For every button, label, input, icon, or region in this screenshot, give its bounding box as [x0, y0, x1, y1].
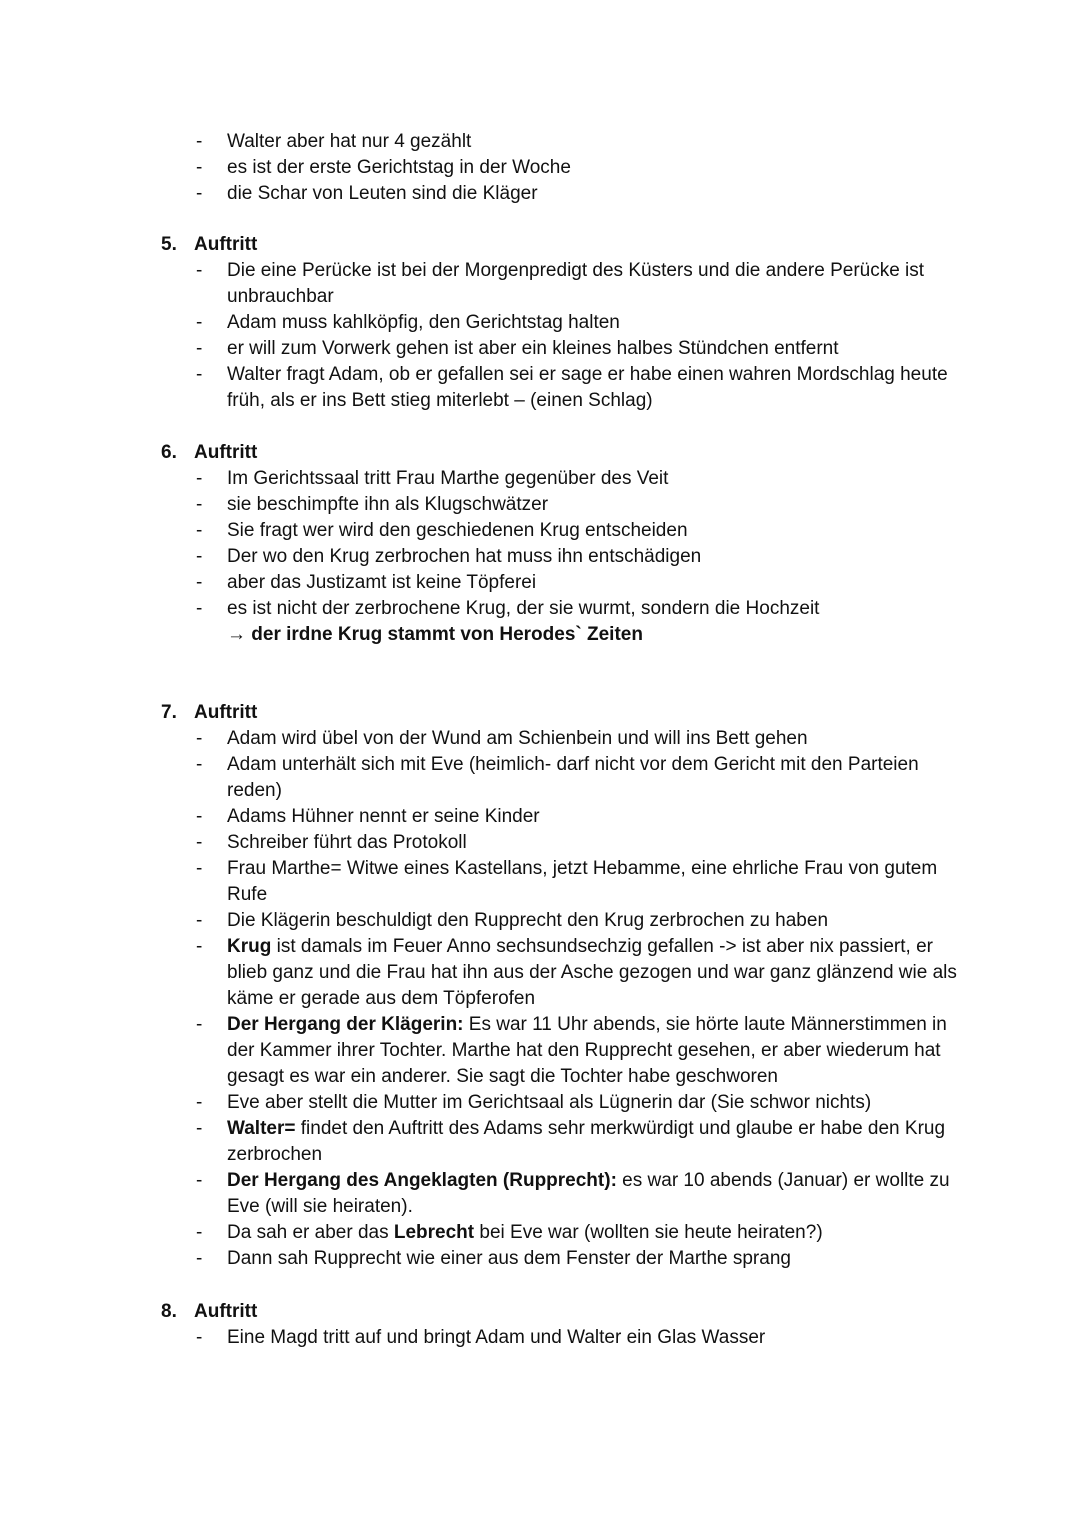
section	[0, 1299, 1080, 1351]
bullet-list	[0, 466, 1080, 622]
section-number: 7.	[161, 702, 177, 723]
document-page	[0, 129, 1080, 1351]
list-item	[196, 1012, 967, 1090]
dash-bullet: -	[196, 131, 203, 152]
dash-bullet: -	[196, 157, 203, 178]
list-item	[196, 466, 967, 492]
dash-bullet: -	[196, 260, 203, 281]
text-segment: Walter aber hat nur 4 gezählt	[227, 131, 472, 152]
text-segment: Im Gerichtssaal tritt Frau Marthe gegenüber des Veit	[227, 468, 669, 489]
list-item	[196, 934, 967, 1012]
section-number: 8.	[161, 1301, 177, 1322]
bullet-list	[0, 258, 1080, 414]
text-segment: Walter fragt Adam, ob er gefallen sei er sage er habe einen wahren Mordschlag heute früh, als er ins Bett stieg miterlebt – (einen Schlag)	[227, 364, 948, 411]
item-text	[227, 858, 937, 905]
text-segment: Dann sah Rupprecht wie einer aus dem Fenster der Marthe sprang	[227, 1248, 791, 1269]
item-text	[227, 1248, 791, 1269]
item-text	[227, 1222, 823, 1243]
text-segment: die Schar von Leuten sind die Kläger	[227, 183, 538, 204]
text-segment: Da sah er aber das	[227, 1222, 394, 1243]
list-item	[196, 258, 967, 310]
item-text	[227, 157, 571, 178]
section-heading	[161, 232, 1080, 258]
list-item	[196, 1090, 967, 1116]
text-segment: ist damals im Feuer Anno sechsundsechzig gefallen -> ist aber nix passiert, er blieb ganz und die Frau hat ihn aus der Asche gezogen und war ganz glänzend wie als käme er gerade aus dem Töpferofen	[227, 936, 957, 1009]
section-heading	[161, 700, 1080, 726]
item-text	[227, 338, 839, 359]
list-item	[196, 908, 967, 934]
section-heading	[161, 1299, 1080, 1325]
text-segment: Die eine Perücke ist bei der Morgenpredigt des Küsters und die andere Perücke ist unbrauchbar	[227, 260, 925, 307]
section	[0, 440, 1080, 648]
dash-bullet: -	[196, 1014, 203, 1035]
list-item	[196, 856, 967, 908]
text-segment: Der wo den Krug zerbrochen hat muss ihn entschädigen	[227, 546, 702, 567]
text-segment: es ist der erste Gerichtstag in der Woche	[227, 157, 571, 178]
dash-bullet: -	[196, 728, 203, 749]
list-item	[196, 1246, 967, 1272]
item-text	[227, 312, 620, 333]
list-item	[196, 518, 967, 544]
dash-bullet: -	[196, 1327, 203, 1348]
bullet-list	[0, 1325, 1080, 1351]
item-text	[227, 598, 819, 619]
dash-bullet: -	[196, 858, 203, 879]
dash-bullet: -	[196, 910, 203, 931]
item-text	[227, 754, 919, 801]
dash-bullet: -	[196, 832, 203, 853]
list-item	[196, 1325, 967, 1351]
list-item	[196, 1220, 967, 1246]
text-segment: Eve aber stellt die Mutter im Gerichtsaal als Lügnerin dar (Sie schwor nichts)	[227, 1092, 872, 1113]
section-title: Auftritt	[194, 234, 258, 255]
item-text	[227, 1014, 947, 1087]
item-text	[227, 1170, 950, 1217]
section-title: Auftritt	[194, 442, 258, 463]
list-item	[196, 596, 967, 622]
arrow-note: → der irdne Krug stammt von Herodes` Zeiten	[227, 624, 643, 645]
dash-bullet: -	[196, 572, 203, 593]
item-text	[227, 546, 701, 567]
list-item	[196, 362, 967, 414]
dash-bullet: -	[196, 598, 203, 619]
item-text	[227, 936, 957, 1009]
item-text	[227, 910, 828, 931]
list-item	[196, 830, 967, 856]
dash-bullet: -	[196, 183, 203, 204]
section-number: 6.	[161, 442, 177, 463]
text-segment: Eine Magd tritt auf und bringt Adam und Walter ein Glas Wasser	[227, 1327, 766, 1348]
section-number: 5.	[161, 234, 177, 255]
section-title: Auftritt	[194, 702, 258, 723]
list-item	[196, 726, 967, 752]
dash-bullet: -	[196, 1092, 203, 1113]
text-segment: Adams Hühner nennt er seine Kinder	[227, 806, 540, 827]
text-segment: Es war 11 Uhr abends, sie hörte laute Männerstimmen in der Kammer ihrer Tochter. Marthe hat den Rupprecht gesehen, er aber wiederum hat gesagt es war ein anderer. Sie sagt die Tochter habe geschworen	[227, 1014, 947, 1087]
section-heading	[161, 440, 1080, 466]
list-item	[196, 492, 967, 518]
item-text	[227, 728, 808, 749]
text-segment: Schreiber führt das Protokoll	[227, 832, 467, 853]
section-title: Auftritt	[194, 1301, 258, 1322]
dash-bullet: -	[196, 546, 203, 567]
text-segment: es ist nicht der zerbrochene Krug, der sie wurmt, sondern die Hochzeit	[227, 598, 820, 619]
list-item	[196, 1168, 967, 1220]
item-text	[227, 806, 540, 827]
section	[0, 232, 1080, 414]
item-text	[227, 832, 467, 853]
bold-text: Der Hergang der Klägerin:	[227, 1014, 464, 1035]
list-item	[196, 336, 967, 362]
item-text	[227, 572, 536, 593]
bold-text: Krug	[227, 936, 272, 957]
dash-bullet: -	[196, 494, 203, 515]
dash-bullet: -	[196, 520, 203, 541]
text-segment: Frau Marthe= Witwe eines Kastellans, jetzt Hebamme, eine ehrliche Frau von gutem Rufe	[227, 858, 938, 905]
list-item	[196, 155, 967, 181]
dash-bullet: -	[196, 364, 203, 385]
dash-bullet: -	[196, 1222, 203, 1243]
item-text	[227, 183, 538, 204]
dash-bullet: -	[196, 936, 203, 957]
text-segment: sie beschimpfte ihn als Klugschwätzer	[227, 494, 549, 515]
item-text	[227, 520, 688, 541]
text-segment: Adam wird übel von der Wund am Schienbein und will ins Bett gehen	[227, 728, 808, 749]
item-text	[227, 131, 471, 152]
text-segment: Sie fragt wer wird den geschiedenen Krug entscheiden	[227, 520, 688, 541]
dash-bullet: -	[196, 1118, 203, 1139]
text-segment: Adam unterhält sich mit Eve (heimlich- darf nicht vor dem Gericht mit den Parteien reden)	[227, 754, 919, 801]
bullet-list	[0, 726, 1080, 1272]
text-segment: findet den Auftritt des Adams sehr merkwürdigt und glaube er habe den Krug zerbrochen	[227, 1118, 946, 1165]
text-segment: aber das Justizamt ist keine Töpferei	[227, 572, 537, 593]
item-text	[227, 1327, 765, 1348]
section	[0, 129, 1080, 207]
list-item	[196, 1116, 967, 1168]
item-text	[227, 1092, 871, 1113]
dash-bullet: -	[196, 468, 203, 489]
dash-bullet: -	[196, 806, 203, 827]
dash-bullet: -	[196, 338, 203, 359]
dash-bullet: -	[196, 1248, 203, 1269]
item-text	[227, 364, 948, 411]
list-item	[196, 804, 967, 830]
list-item	[196, 181, 967, 207]
text-segment: es war 10 abends (Januar) er wollte zu Eve (will sie heiraten).	[227, 1170, 950, 1217]
text-segment: Die Klägerin beschuldigt den Rupprecht den Krug zerbrochen zu haben	[227, 910, 829, 931]
item-text	[227, 494, 548, 515]
list-item	[196, 570, 967, 596]
item-text	[227, 260, 924, 307]
dash-bullet: -	[196, 754, 203, 775]
bullet-list	[0, 129, 1080, 207]
list-item	[196, 752, 967, 804]
text-segment: er will zum Vorwerk gehen ist aber ein kleines halbes Stündchen entfernt	[227, 338, 839, 359]
item-text	[227, 468, 668, 489]
dash-bullet: -	[196, 1170, 203, 1191]
bold-text: Walter=	[227, 1118, 296, 1139]
text-segment: Adam muss kahlköpfig, den Gerichtstag halten	[227, 312, 620, 333]
bold-text: Der Hergang des Angeklagten (Rupprecht):	[227, 1170, 617, 1191]
list-item	[196, 544, 967, 570]
section	[0, 700, 1080, 1272]
bold-text: Lebrecht	[393, 1222, 475, 1243]
list-item	[196, 310, 967, 336]
text-segment: bei Eve war (wollten sie heute heiraten?)	[474, 1222, 823, 1243]
list-item	[196, 129, 967, 155]
item-text	[227, 1118, 945, 1165]
dash-bullet: -	[196, 312, 203, 333]
